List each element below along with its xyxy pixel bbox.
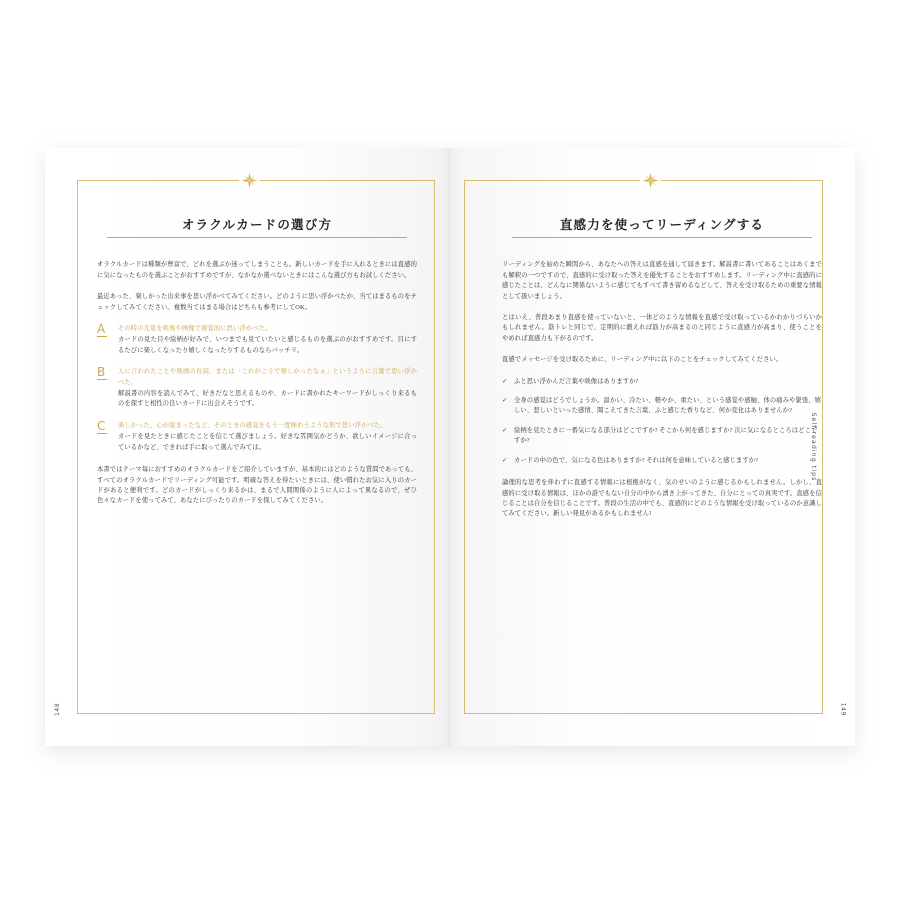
option-underline xyxy=(97,336,107,337)
option-text: カードを見たときに感じたことを信じて選びましょう。好きな雰囲気かどうか、欲しいイメージに合っているかなど、できれば手に取って選んでみては。 xyxy=(118,433,417,451)
check-icon: ✓ xyxy=(502,426,508,434)
option-body xyxy=(118,421,417,453)
option-letter: B xyxy=(97,365,106,380)
option-body xyxy=(118,324,417,356)
starburst-icon xyxy=(241,172,258,189)
option-body xyxy=(118,367,417,410)
option-mark-c xyxy=(97,418,118,453)
page-number-right: 149 xyxy=(839,702,846,716)
check-text: 全身の感覚はどうでしょうか。温かい、冷たい、軽やか、重たい、という感覚や感触、体の痛みや緊張、嬉しい、悲しいといった感情、聞こえてきた言葉、ふと感じた香りなど、何か変化はありませんか? xyxy=(514,397,822,415)
check-list xyxy=(502,377,822,466)
option-letter: A xyxy=(97,322,106,337)
check-icon: ✓ xyxy=(502,456,508,464)
option-heading: その時の光景を映像や画像で視覚的に思い浮かべた。 xyxy=(118,325,272,333)
list-item xyxy=(502,456,822,466)
option-underline xyxy=(97,433,107,434)
check-icon: ✓ xyxy=(502,397,508,405)
left-page xyxy=(45,148,450,746)
intro-paragraph-2: 最近あった、楽しかった出来事を思い浮かべてみてください。どのように思い浮かべたか、当てはまるものをチェックしてみてください。複数当てはまる場合はどちらも参考にしてOK。 xyxy=(97,293,417,311)
running-side-title: Self-reading tips xyxy=(810,412,817,482)
option-heading: 楽しかった、心が温まったなど、そのときの感覚をもう一度味わうような形で思い浮かべた。 xyxy=(118,421,387,429)
starburst-icon xyxy=(642,172,659,189)
list-item xyxy=(97,418,417,453)
page-title: オラクルカードの選び方 xyxy=(107,220,407,238)
intro-paragraph-1: オラクルカードは種類が豊富で、どれを選ぶか迷ってしまうことも。新しいカードを手に入れるときには直感的に気になったものを選ぶことがおすすめですが、なかなか選べないときにはこんな選び方もお試しください。 xyxy=(97,261,417,279)
option-list xyxy=(97,324,417,453)
right-page-text-column xyxy=(502,217,822,520)
body-paragraph-2: とはいえ、普段あまり直感を使っていないと、一体どのような情報を直感で受け取っているかわかりづらいかもしれません。筋トレと同じで、定期的に鍛えれば筋力が高まるのと同じように直感力が高まり、使うことをやめれば直感力も下がるのです。 xyxy=(502,314,822,342)
list-item xyxy=(502,377,822,387)
option-letter: C xyxy=(97,418,106,433)
list-item xyxy=(97,324,417,356)
option-heading: 人に言われたことや映画の台詞、または「これがこうで楽しかったなぁ」というように言葉で思い浮かべた。 xyxy=(118,368,417,386)
left-page-text-column xyxy=(97,217,417,507)
page-number-left: 148 xyxy=(54,702,61,716)
check-text: ふと思い浮かんだ言葉や映像はありますか? xyxy=(514,377,639,385)
right-page xyxy=(450,148,855,746)
option-underline xyxy=(97,379,107,380)
page-title: 直感力を使ってリーディングする xyxy=(512,220,812,238)
option-text: 解説書の内容を読んでみて、好きだなと思えるものや、カードに書かれたキーワードがしっくり来るものを探すと相性の良いカードに出会えそうです。 xyxy=(118,390,417,408)
check-text: カードの中の色で、気になる色はありますか? それは何を意味していると感じますか? xyxy=(514,456,759,464)
option-text: カードの見た目や絵柄が好みで、いつまでも見ていたいと感じるものを選ぶのがおすすめです。目にするたびに楽しくなったり嬉しくなったりするものならバッチリ。 xyxy=(118,336,417,354)
check-text: 絵柄を見たときに一番気になる部分はどこですか? そこから何を感じますか? 次に気になるところはどこですか? xyxy=(514,426,818,445)
closing-paragraph: 本書ではテーマ毎におすすめのオラクルカードをご紹介していますが、基本的にはどのような質問であっても、すべてのオラクルカードでリーディング可能です。明確な答えを得たいときには、使い慣れたお気に入りのカードがあると便利です。どのカードがしっくり来るかは、まるで人間関係のように人によって異なるので、ぜひ色々なカードを使ってみて、あなたにぴったりのカードを探してみてください。 xyxy=(97,466,417,505)
list-item xyxy=(502,396,822,417)
list-item xyxy=(97,367,417,410)
option-mark-b xyxy=(97,367,118,410)
list-item xyxy=(502,426,822,447)
open-book-spread xyxy=(45,148,855,746)
body-paragraph-1: リーディングを始めた瞬間から、あなたへの答えは直感を通して届きます。解説書に書いてあることはあくまでも解釈の一つですので、直感的に受け取った答えを優先することをおすすめします。リーディング中に直感的に感じたことは、どんなに関係ないように感じてもすべて書き留めるなどして、答えを受け取るための重要な情報として扱いましょう。 xyxy=(502,261,822,300)
check-icon: ✓ xyxy=(502,377,508,385)
body-paragraph-last: 論理的な思考を伴わずに直感する情報には根拠がなく、気のせいのように感じるかもしれません。しかし、直感的に受け取る情報は、ほかの誰でもない自分の中から湧き上がってきた、自分にとっての真実です。直感を信じることは自分を信じることです。普段の生活の中でも、直感的にどのような情報を受け取っているのか意識してみてください。新しい発見があるかもしれません! xyxy=(502,479,822,518)
body-paragraph-3: 直感でメッセージを受け取るために、リーディング中に以下のことをチェックしてみてください。 xyxy=(502,356,783,364)
option-mark-a xyxy=(97,324,118,356)
